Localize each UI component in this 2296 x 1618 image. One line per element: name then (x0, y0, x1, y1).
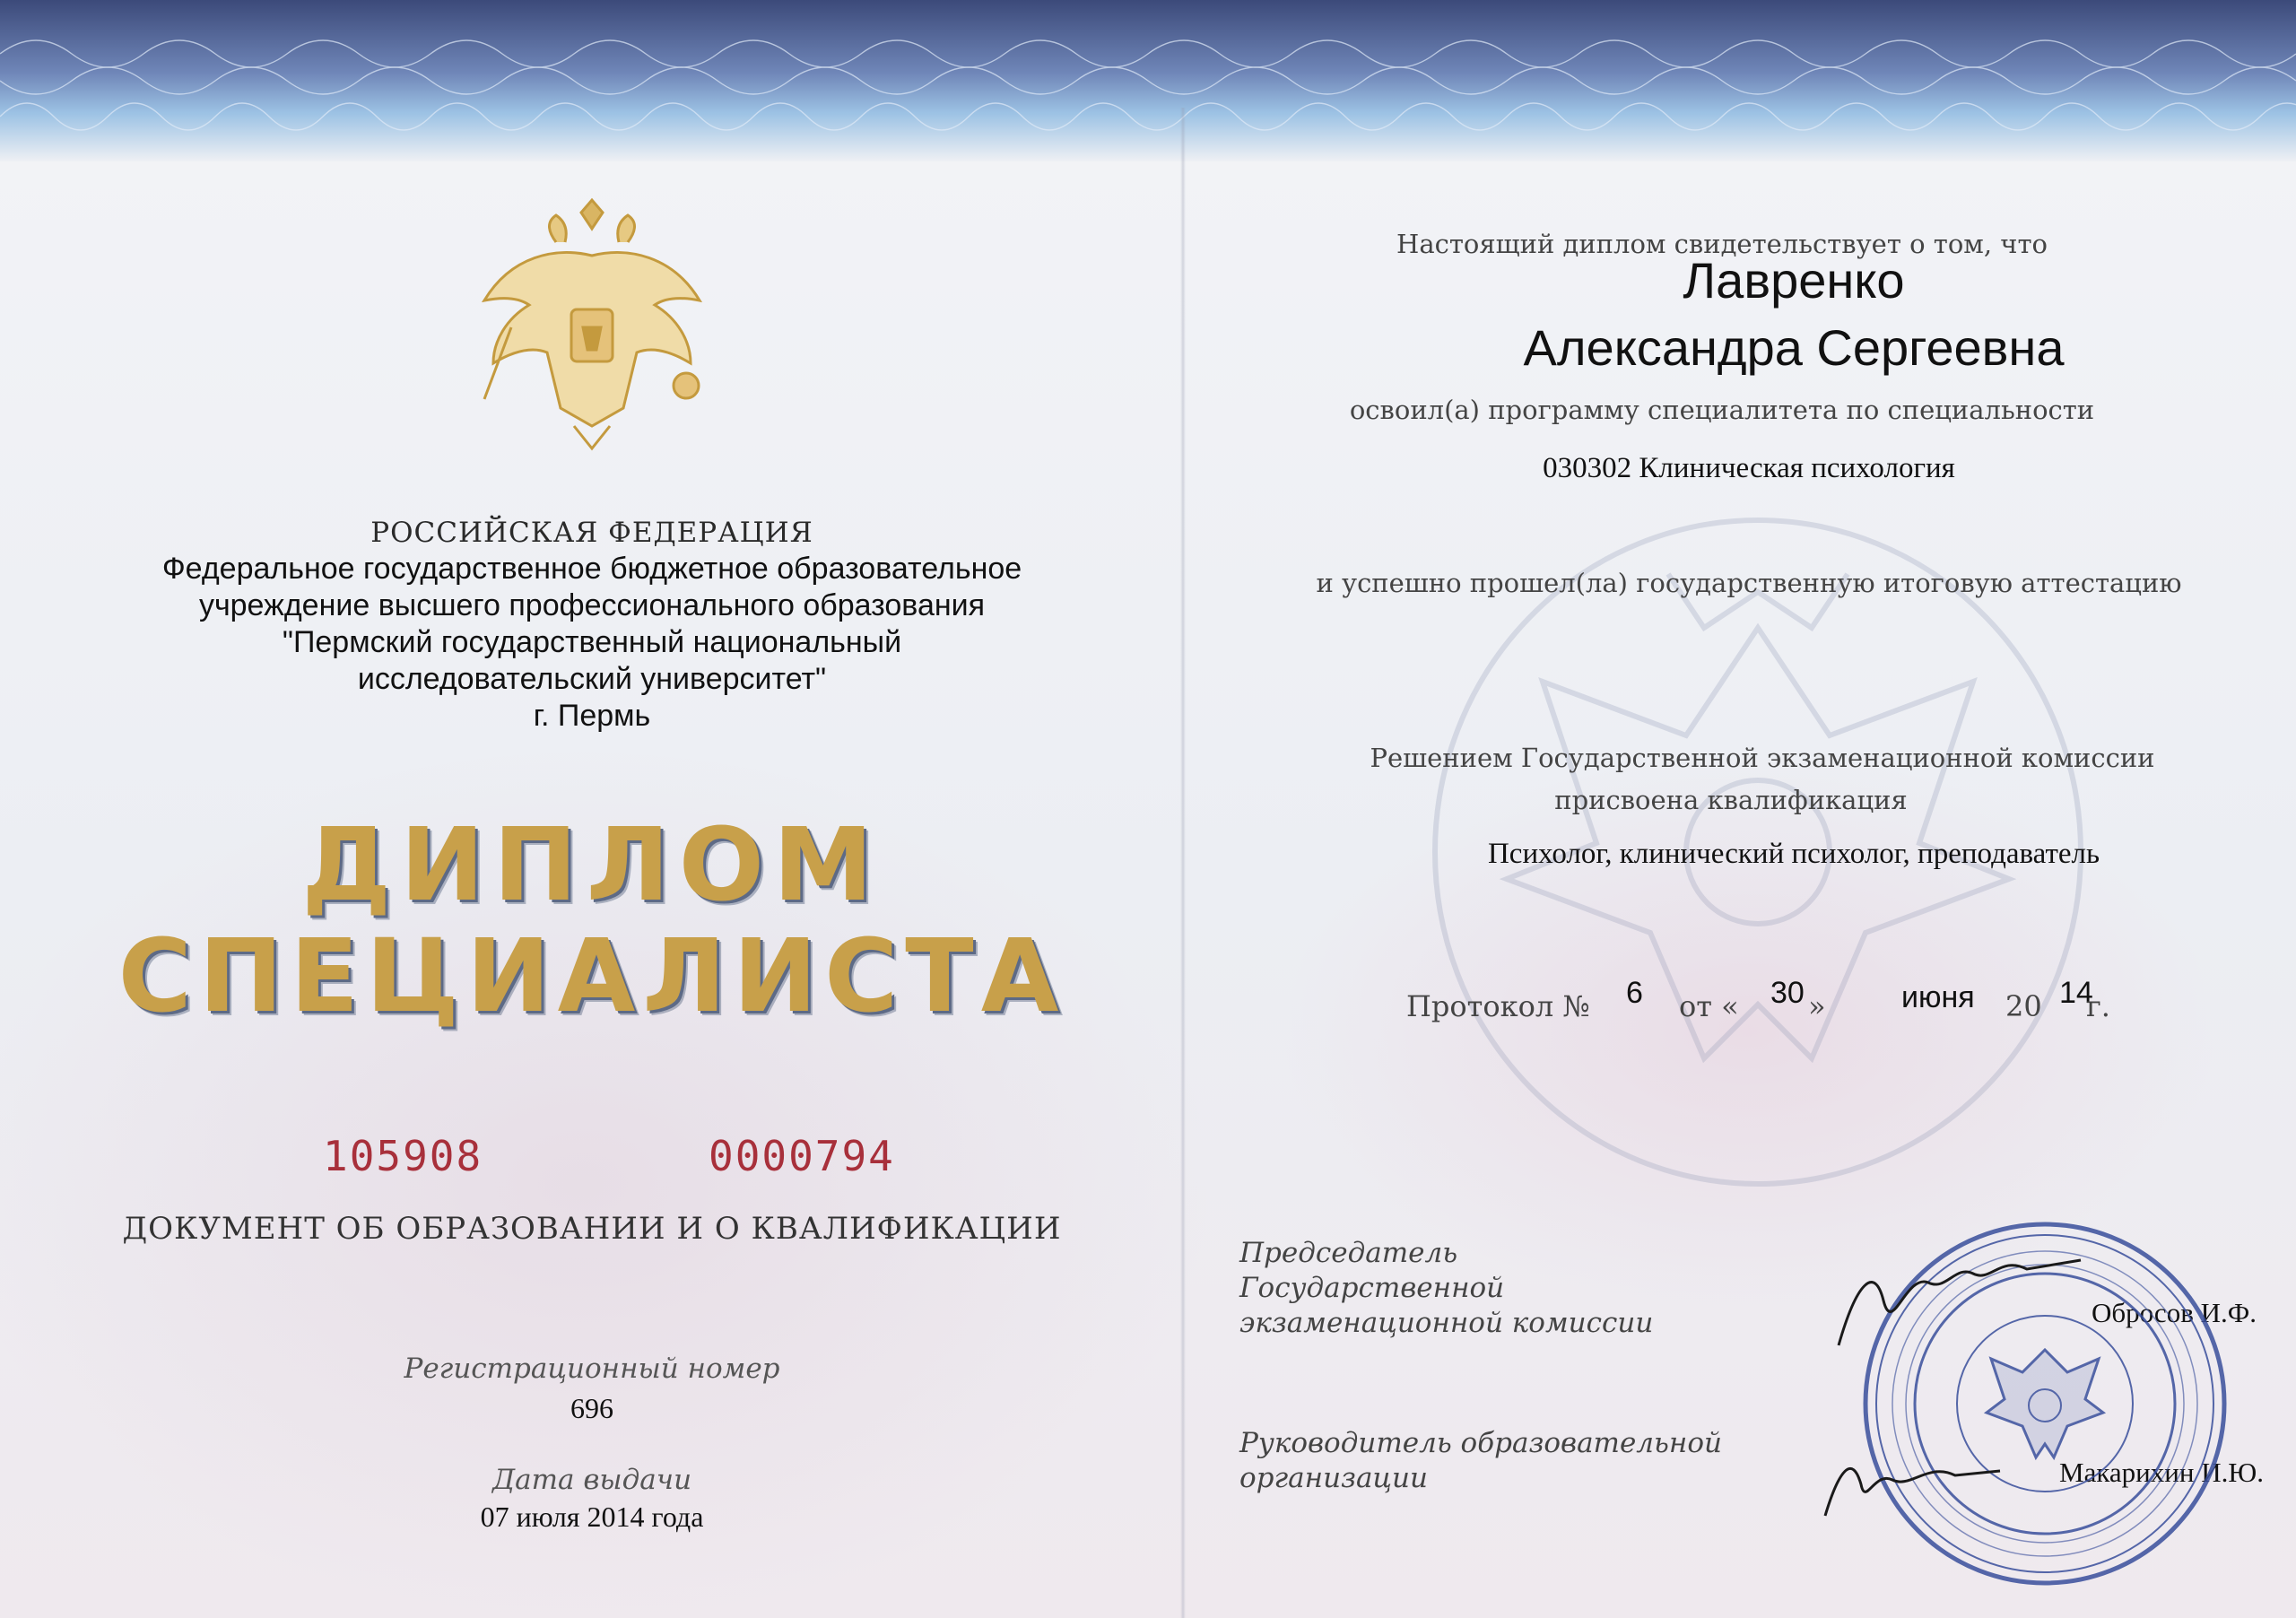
diploma-number: 0000794 (709, 1132, 895, 1180)
protocol-day: 30 (1770, 976, 1805, 1010)
commission-decision-line-1: Решением Государственной экзаменационной комиссии (1370, 743, 2155, 773)
chairman-name: Обросов И.Ф. (2092, 1297, 2257, 1328)
certification-intro: Настоящий диплом свидетельствует о том, что (1396, 229, 2048, 259)
issue-date: 07 июля 2014 года (480, 1501, 704, 1533)
attestation-text: и успешно прошел(ла) государственную итоговую аттестацию (1316, 568, 2182, 598)
chairman-title-line-2: Государственной (1239, 1272, 1505, 1304)
chairman-title-line-3: экзаменационной комиссии (1239, 1307, 1654, 1339)
double-headed-eagle-emblem (457, 193, 726, 453)
head-title-line-1: Руководитель образовательной (1239, 1427, 1722, 1459)
commission-decision-line-2: присвоена квалификация (1554, 785, 1908, 815)
head-signature (1812, 1435, 2009, 1534)
issue-date-label: Дата выдачи (491, 1464, 692, 1496)
protocol-label: Протокол № (1406, 989, 1590, 1023)
institution-line-3: "Пермский государственный национальный (282, 625, 902, 659)
institution-city: г. Пермь (533, 699, 651, 733)
program-text: освоил(а) программу специалитета по специальности (1349, 395, 2095, 425)
chairman-signature (1821, 1247, 2090, 1363)
institution-line-4: исследовательский университет" (357, 662, 827, 696)
issuer-block (108, 515, 1076, 735)
chairman-title (1239, 1236, 1653, 1341)
protocol-year-end: г. (2086, 989, 2110, 1023)
document-type: ДОКУМЕНТ ОБ ОБРАЗОВАНИИ И О КВАЛИФИКАЦИИ (122, 1211, 1062, 1247)
qualification: Психолог, клинический психолог, преподаватель (1487, 838, 2100, 870)
guilloche-border-band (0, 0, 2296, 161)
registration-number-label: Регистрационный номер (404, 1353, 780, 1385)
diploma-title-line-2: СПЕЦИАЛИСТА (117, 918, 1066, 1035)
protocol-year-suffix: 14 (2059, 976, 2093, 1010)
head-title-line-2: организации (1239, 1462, 1428, 1494)
head-title (1239, 1426, 1722, 1496)
country-name: РОССИЙСКАЯ ФЕДЕРАЦИЯ (370, 517, 813, 549)
head-name: Макарихин И.Ю. (2059, 1457, 2264, 1488)
graduate-given-names: Александра Сергеевна (1523, 319, 2065, 376)
chairman-title-line-1: Председатель (1239, 1237, 1458, 1269)
diploma-title-line-1: ДИПЛОМ (301, 807, 883, 924)
protocol-year-prefix: 20 (2005, 989, 2042, 1023)
protocol-number: 6 (1626, 976, 1643, 1010)
protocol-month: июня (1901, 980, 1975, 1014)
institution-line-1: Федеральное государственное бюджетное образовательное (161, 552, 1022, 586)
registration-number: 696 (570, 1392, 613, 1424)
protocol-from: от « (1679, 989, 1739, 1023)
diploma-series: 105908 (323, 1132, 483, 1180)
graduate-surname: Лавренко (1683, 252, 1905, 309)
institution-line-2: учреждение высшего профессионального образования (198, 588, 986, 622)
specialty: 030302 Клиническая психология (1543, 452, 1955, 484)
center-fold (1180, 108, 1186, 1618)
protocol-close-quote: » (1808, 989, 1826, 1023)
